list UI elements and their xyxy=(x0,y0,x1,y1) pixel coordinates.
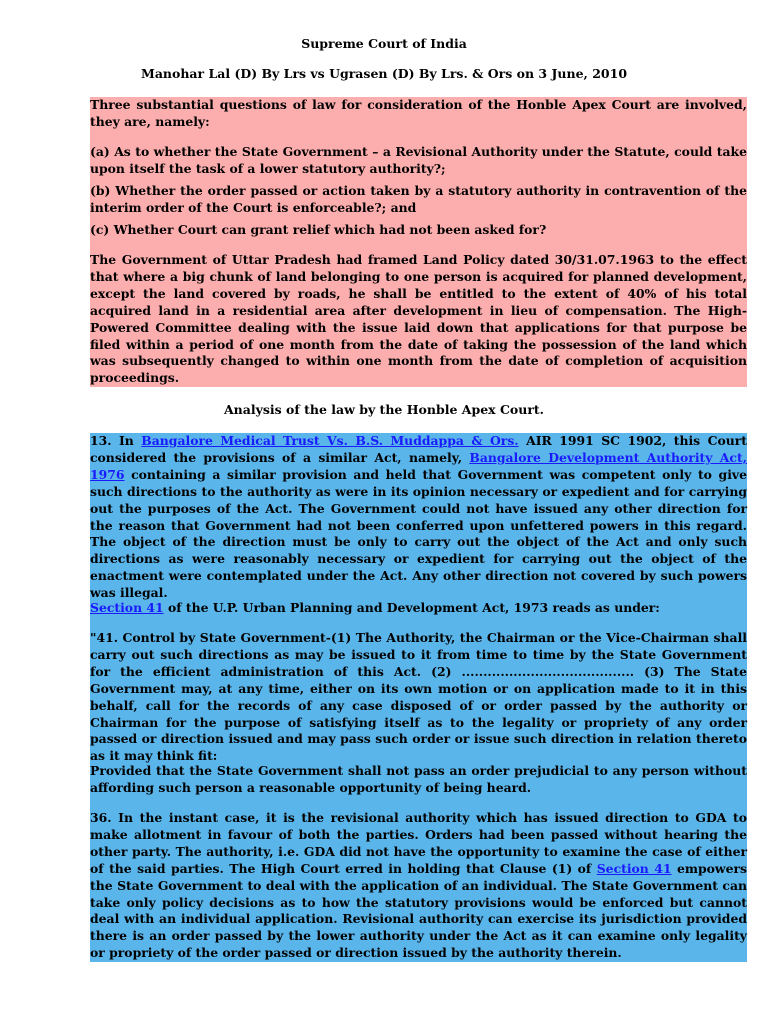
court-name: Supreme Court of India xyxy=(301,36,467,51)
analysis-heading: Analysis of the law by the Honble Apex Court. xyxy=(223,402,545,417)
paragraph-13-mid: AIR 1991 SC 1902, this Court considered the provisions of a similar Act, namely, xyxy=(90,433,747,465)
bangalore-development-act-link[interactable]: Bangalore Development Authority Act, 1976 xyxy=(90,449,747,482)
case-title: Manohar Lal (D) By Lrs vs Ugrasen (D) By Lrs. & Ors on 3 June, 2010 xyxy=(140,66,628,81)
question-c: (c) Whether Court can grant relief which had not been asked for? xyxy=(90,222,547,237)
paragraph-36-start: 36. In the instant case, it is the revisional authority which has issued direction to GDA to make allotment in favour of both the parties. Orders had been passed without hearing the other party. The authority, i.e. GDA did not have the opportunity to examine the case of either of the said parties. The High Court erred in holding that Clause (1) of xyxy=(90,810,747,876)
section-41-intro-text: of the U.P. Urban Planning and Development Act, 1973 reads as under: xyxy=(163,600,660,615)
bangalore-medical-trust-link[interactable]: Bangalore Medical Trust Vs. B.S. Muddappa & Ors. xyxy=(141,433,519,448)
analysis-highlight xyxy=(90,433,747,962)
paragraph-36 xyxy=(90,810,747,962)
paragraph-13-num: 13. In xyxy=(90,433,142,448)
question-b: (b) Whether the order passed or action taken by a statutory authority in contravention of the interim order of the Court is enforceable?; and xyxy=(90,183,747,215)
paragraph-13 xyxy=(90,433,747,602)
land-policy-paragraph: The Government of Uttar Pradesh had framed Land Policy dated 30/31.07.1963 to the effect that where a big chunk of land belonging to one person is acquired for planned development, except the land covered by roads, he shall be entitled to the extent of 40% of his total acquired land in a residential area after development in lieu of compensation. The High-Powered Committee dealing with the issue laid down that applications for that purpose be filed within a period of one month from the date of taking the possession of the land which was subsequently changed to within one month from the date of completion of acquisition proceedings. xyxy=(90,252,747,386)
paragraph-13-rest: containing a similar provision and held that Government was competent only to give such directions to the authority as were in its opinion necessary or expedient and for carrying out the purposes of the Act. The Government could not have issued any other direction for the reason that Government had not been conferred upon unfettered powers in this regard. The object of the direction must be only to carry out the object of the Act and only such directions as were reasonably necessary or expedient for carrying out the object of the enactment were contemplated under the Act. Any other direction not covered by such powers was illegal. xyxy=(90,466,747,601)
section-41-quote: "41. Control by State Government-(1) The Authority, the Chairman or the Vice-Chairman shall carry out such directions as may be issued to it from time to time by the State Government for the efficient administration of this Act. (2) ........................................ (3) The State Government may, at any time, either on its own motion or on application made to it in this behalf, call for the records of any case disposed of or order passed by the authority or Chairman for the purpose of satisfying itself as to the legality or propriety of any order passed or direction issued and may pass such order or issue such direction in relation thereto as it may think fit: xyxy=(90,630,747,764)
question-a: (a) As to whether the State Government – a Revisional Authority under the Statute, could take upon itself the task of a lower statutory authority?; xyxy=(90,144,747,176)
questions-highlight xyxy=(90,97,747,387)
section-41-link-2[interactable]: Section 41 xyxy=(596,860,672,876)
paragraph-36-rest: empowers the State Government to deal with the application of an individual. The State Government can take only policy decisions as to how the statutory provisions would be enforced but cannot deal with an individual application. Revisional authority can exercise its jurisdiction provided there is an order passed by the lower authority under the Act as it can examine only legality or propriety of the order passed or direction issued by the authority therein. xyxy=(90,860,747,961)
questions-intro: Three substantial questions of law for consideration of the Honble Apex Court are involved, they are, namely: xyxy=(90,97,747,129)
section-41-link[interactable]: Section 41 xyxy=(90,600,164,615)
proviso-paragraph: Provided that the State Government shall not pass an order prejudicial to any person without affording such person a reasonable opportunity of being heard. xyxy=(90,763,747,795)
section-41-intro xyxy=(90,600,747,617)
